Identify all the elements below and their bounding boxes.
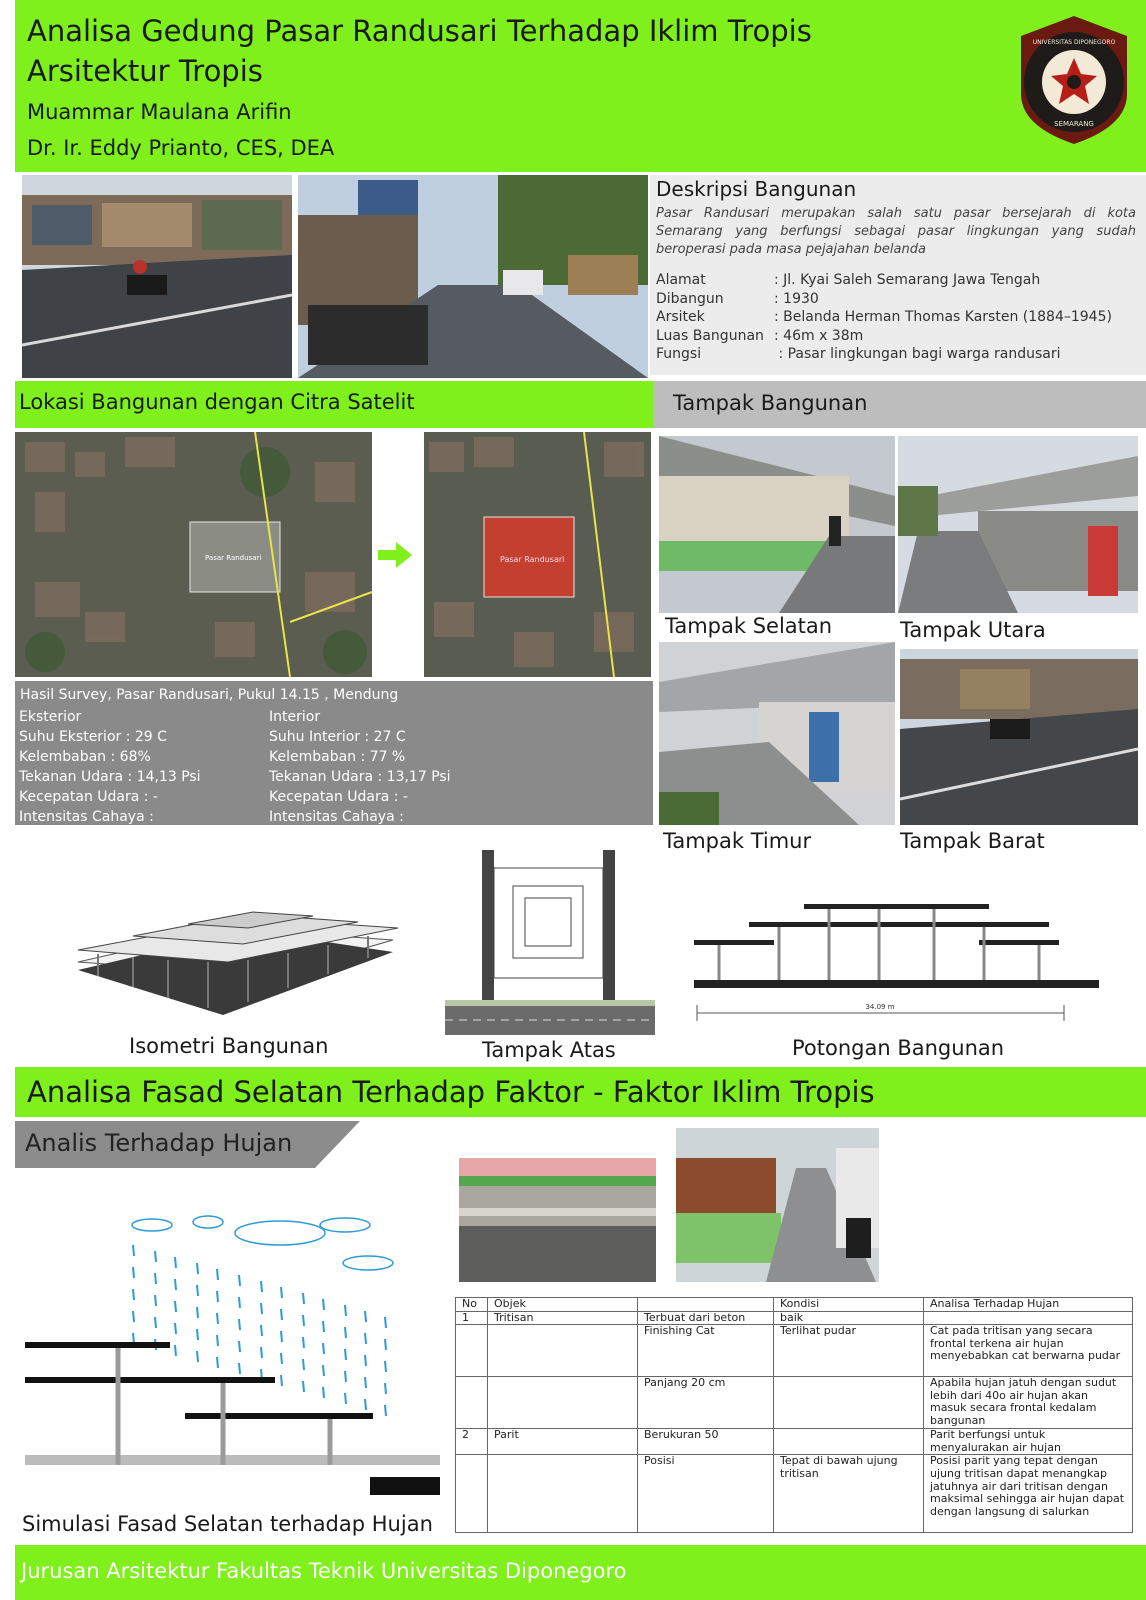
table-cell: Posisi parit yang tepat dengan ujung tritisan dapat menangkap jatuhnya air dari tritisan dengan maksimal sehingga air hujan dapat dengan langsung di salurkan: [924, 1455, 1133, 1533]
interior-item: Suhu Interior : 27 C: [269, 729, 406, 745]
raindrop: [365, 1399, 366, 1410]
dimension-label: 34.09 m: [865, 1003, 895, 1011]
street-photo-2: [298, 175, 648, 378]
row-value: : Jl. Kyai Saleh Semarang Jawa Tengah: [774, 272, 1041, 288]
poster-subtitle: Arsitektur Tropis: [27, 54, 263, 88]
description-row: [656, 308, 1112, 327]
raindrop: [345, 1327, 346, 1338]
supervisor-name: Dr. Ir. Eddy Prianto, CES, DEA: [27, 136, 335, 160]
table-cell: [456, 1325, 488, 1377]
table-header-cell: Objek: [488, 1298, 638, 1312]
row-key: Alamat: [656, 272, 706, 288]
exterior-item: Suhu Eksterior : 29 C: [19, 729, 167, 745]
footer-banner: [15, 1545, 1146, 1600]
table-cell: Apabila hujan jatuh dengan sudut lebih dari 40o air hujan akan masuk secara frontal kedalam bangunan: [924, 1377, 1133, 1429]
raindrop: [365, 1355, 366, 1366]
interior-item: Kelembaban : 77 %: [269, 749, 406, 765]
description-row: [656, 290, 1112, 309]
raindrop: [197, 1351, 198, 1362]
raindrop: [133, 1311, 134, 1322]
caption-top-view: Tampak Atas: [482, 1038, 616, 1062]
raindrop: [303, 1315, 304, 1326]
tritisan-detail-photo: [459, 1158, 656, 1282]
raindrop: [345, 1349, 346, 1360]
raindrop: [385, 1361, 386, 1372]
exterior-item: Tekanan Udara : 14,13 Psi: [19, 769, 201, 785]
location-section-title: Lokasi Bangunan dengan Citra Satelit: [19, 390, 415, 414]
table-cell: [456, 1377, 488, 1429]
raindrop: [239, 1341, 240, 1352]
interior-heading: Interior: [269, 709, 321, 725]
description-row: [656, 271, 1112, 290]
table-header-cell: [638, 1298, 774, 1312]
raindrop: [323, 1299, 324, 1310]
south-elevation-photo: [659, 436, 895, 613]
table-cell: [488, 1325, 638, 1377]
row-key: Luas Bangunan: [656, 327, 764, 344]
table-cell: [774, 1429, 924, 1455]
raindrop: [303, 1381, 304, 1392]
table-cell: Tepat di bawah ujung tritisan: [774, 1455, 924, 1533]
satellite-map-overview: [15, 432, 372, 677]
footer-text: Jurusan Arsitektur Fakultas Teknik Universitas Diponegoro: [21, 1559, 627, 1583]
raindrop: [175, 1345, 176, 1356]
raindrop: [281, 1309, 282, 1320]
raindrop: [133, 1267, 134, 1278]
analysis-section-bar: [15, 1067, 1146, 1117]
caption-north-elevation: Tampak Utara: [900, 618, 1046, 642]
raindrop: [261, 1303, 262, 1314]
raindrop: [261, 1281, 262, 1292]
table-header-cell: No: [456, 1298, 488, 1312]
raindrop: [385, 1405, 386, 1416]
poster-title: Analisa Gedung Pasar Randusari Terhadap Iklim Tropis: [27, 14, 812, 48]
table-cell: Cat pada tritisan yang secara frontal terkena air hujan menyebabkan cat berwarna pudar: [924, 1325, 1133, 1377]
svg-text:SEMARANG: SEMARANG: [1054, 120, 1094, 128]
exterior-item: Kelembaban : 68%: [19, 749, 151, 765]
row-key: Fungsi: [656, 346, 702, 362]
satellite-map-highlight: [424, 432, 651, 677]
table-cell: Parit: [488, 1429, 638, 1455]
raindrop: [303, 1359, 304, 1370]
raindrop: [175, 1301, 176, 1312]
caption-section: Potongan Bangunan: [792, 1036, 1005, 1060]
raindrop: [239, 1363, 240, 1374]
interior-item: Kecepatan Udara : -: [269, 789, 408, 805]
west-elevation-photo: [900, 649, 1138, 825]
description-rows: [656, 271, 1112, 364]
table-cell: [456, 1455, 488, 1533]
raindrop: [239, 1319, 240, 1330]
table-cell: [488, 1377, 638, 1429]
description-row: [656, 345, 1112, 364]
survey-panel: [15, 681, 653, 825]
caption-rain-simulation: Simulasi Fasad Selatan terhadap Hujan: [22, 1512, 433, 1536]
exterior-heading: Eksterior: [19, 709, 82, 725]
caption-east-elevation: Tampak Timur: [663, 829, 812, 853]
caption-isometric: Isometri Bangunan: [129, 1034, 329, 1058]
drain-alley-photo: [676, 1128, 879, 1282]
raindrop: [155, 1295, 156, 1306]
table-row: [456, 1455, 1133, 1533]
raindrop: [197, 1263, 198, 1274]
caption-west-elevation: Tampak Barat: [900, 829, 1045, 853]
raindrop: [345, 1371, 346, 1382]
raindrop: [133, 1245, 134, 1256]
raindrop: [261, 1347, 262, 1358]
raindrop: [345, 1393, 346, 1404]
raindrop: [385, 1383, 386, 1394]
isometric-drawing: [38, 910, 413, 1020]
raindrop: [217, 1313, 218, 1324]
raindrop: [197, 1329, 198, 1340]
table-row: [456, 1311, 1133, 1325]
map-label-overview: Pasar Randusari: [205, 554, 262, 562]
author-name: Muammar Maulana Arifin: [27, 100, 292, 124]
building-description-panel: [650, 175, 1146, 375]
raindrop: [217, 1357, 218, 1368]
raindrop: [323, 1365, 324, 1376]
table-cell: 1: [456, 1311, 488, 1325]
table-row: [456, 1325, 1133, 1377]
raindrop: [303, 1293, 304, 1304]
raindrop: [281, 1375, 282, 1386]
table-cell: Panjang 20 cm: [638, 1377, 774, 1429]
raindrop: [239, 1297, 240, 1308]
description-heading: Deskripsi Bangunan: [656, 177, 857, 201]
elevation-section-bar: [653, 381, 1146, 428]
description-row: [656, 327, 1112, 346]
raindrop: [239, 1275, 240, 1286]
row-value: : 1930: [774, 290, 819, 307]
rain-analysis-title: Analis Terhadap Hujan: [25, 1129, 293, 1157]
description-paragraph: Pasar Randusari merupakan salah satu pasar bersejarah di kota Semarang yang berfungsi sebagai pasar lingkungan yang sudah beroperasi pada masa pejajahan belanda: [656, 206, 1136, 257]
rain-analysis-table: [455, 1297, 1133, 1531]
svg-text:UNIVERSITAS DIPONEGORO: UNIVERSITAS DIPONEGORO: [1032, 39, 1116, 46]
table-cell: [774, 1377, 924, 1429]
raindrop: [303, 1337, 304, 1348]
university-logo: [1015, 14, 1133, 146]
exterior-item: Intensitas Cahaya :: [19, 809, 154, 825]
row-key: Dibangun: [656, 290, 724, 307]
raindrop: [155, 1273, 156, 1284]
table-cell: Terbuat dari beton: [638, 1311, 774, 1325]
table-cell: Berukuran 50: [638, 1429, 774, 1455]
table-cell: [924, 1311, 1133, 1325]
table-cell: Tritisan: [488, 1311, 638, 1325]
raindrop: [385, 1339, 386, 1350]
arrow-right-icon: [378, 540, 412, 570]
table-header-cell: Analisa Terhadap Hujan: [924, 1298, 1133, 1312]
raindrop: [345, 1305, 346, 1316]
table-row: [456, 1429, 1133, 1455]
raindrop: [365, 1377, 366, 1388]
table-cell: 2: [456, 1429, 488, 1455]
location-section-bar: [15, 381, 653, 428]
row-value: : 46m x 38m: [774, 327, 864, 344]
top-view-drawing: [445, 850, 655, 1035]
table-cell: Posisi: [638, 1455, 774, 1533]
raindrop: [323, 1343, 324, 1354]
raindrop: [197, 1307, 198, 1318]
section-drawing: [694, 900, 1099, 1025]
interior-item: Intensitas Cahaya :: [269, 809, 404, 825]
interior-item: Tekanan Udara : 13,17 Psi: [269, 769, 451, 785]
raindrop: [281, 1287, 282, 1298]
raindrop: [175, 1323, 176, 1334]
raindrop: [133, 1289, 134, 1300]
north-elevation-photo: [898, 436, 1138, 613]
table-cell: [488, 1455, 638, 1533]
street-photo-1: [22, 175, 292, 378]
table-header-row: [456, 1298, 1133, 1312]
east-elevation-photo: [659, 642, 895, 825]
raindrop: [261, 1325, 262, 1336]
raindrop: [323, 1321, 324, 1332]
exterior-item: Kecepatan Udara : -: [19, 789, 158, 805]
header-banner: [15, 0, 1146, 172]
rain-simulation-drawing: [25, 1205, 440, 1495]
raindrop: [155, 1317, 156, 1328]
raindrop: [281, 1331, 282, 1342]
raindrop: [281, 1353, 282, 1364]
table-row: [456, 1377, 1133, 1429]
elevation-section-title: Tampak Bangunan: [673, 391, 868, 415]
row-value: : Belanda Herman Thomas Karsten (1884–1945): [774, 309, 1112, 325]
row-value: : Pasar lingkungan bagi warga randusari: [774, 346, 1061, 362]
rain-analysis-tab: [15, 1121, 360, 1168]
raindrop: [197, 1285, 198, 1296]
table-cell: Parit berfungsi untuk menyalurakan air hujan: [924, 1429, 1133, 1455]
raindrop: [365, 1311, 366, 1322]
survey-title: Hasil Survey, Pasar Randusari, Pukul 14.15 , Mendung: [20, 687, 399, 703]
table-cell: baik: [774, 1311, 924, 1325]
raindrop: [175, 1279, 176, 1290]
raindrop: [385, 1317, 386, 1328]
map-label-highlight: Pasar Randusari: [500, 555, 565, 564]
raindrop: [217, 1335, 218, 1346]
table-cell: Finishing Cat: [638, 1325, 774, 1377]
raindrop: [217, 1291, 218, 1302]
row-key: Arsitek: [656, 309, 705, 325]
raindrop: [175, 1257, 176, 1268]
raindrop: [155, 1251, 156, 1262]
raindrop: [217, 1269, 218, 1280]
caption-south-elevation: Tampak Selatan: [665, 614, 833, 638]
analysis-section-title: Analisa Fasad Selatan Terhadap Faktor - Faktor Iklim Tropis: [27, 1075, 875, 1109]
table-cell: Terlihat pudar: [774, 1325, 924, 1377]
raindrop: [365, 1333, 366, 1344]
table-header-cell: Kondisi: [774, 1298, 924, 1312]
raindrop: [323, 1387, 324, 1398]
